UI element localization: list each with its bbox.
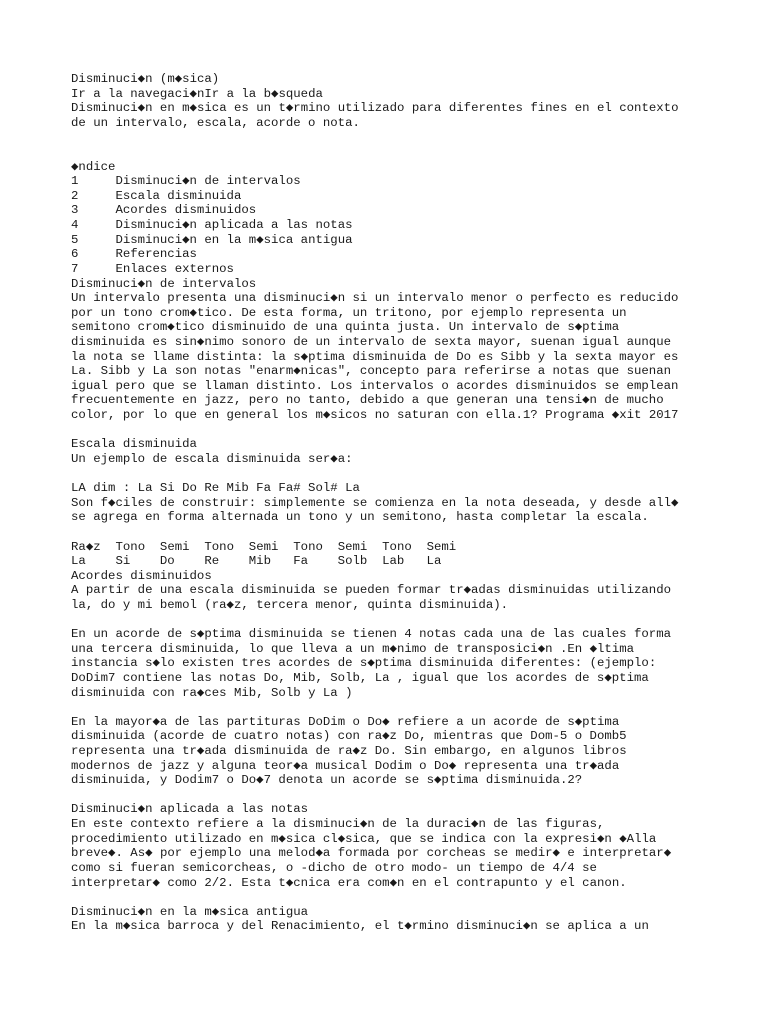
blank-line bbox=[71, 788, 731, 803]
document-page bbox=[71, 72, 731, 934]
text-line: semitono crom◆tico disminuido de una quinta justa. Un intervalo de s◆ptima bbox=[71, 320, 620, 335]
text-line: representa una tr◆ada disminuida de ra◆z Do. Sin embargo, en algunos libros bbox=[71, 744, 627, 759]
text-line: Disminuci◆n aplicada a las notas bbox=[71, 802, 309, 817]
text-line: En un acorde de s◆ptima disminuida se tienen 4 notas cada una de las cuales forma bbox=[71, 627, 672, 642]
text-line: disminuida es sin◆nimo sonoro de un intervalo de sexta mayor, suenan igual aunque bbox=[71, 334, 672, 349]
text-line: La Si Do Re Mib Fa Solb Lab La bbox=[71, 554, 442, 569]
text-line: ◆ndice bbox=[71, 159, 116, 174]
text-line: Disminuci◆n en m◆sica es un t◆rmino utilizado para diferentes fines en el contexto bbox=[71, 101, 679, 116]
text-line: como si fueran semicorcheas, o -dicho de otro modo- un tiempo de 4/4 se bbox=[71, 860, 597, 875]
blank-line bbox=[71, 466, 731, 481]
blank-line bbox=[71, 890, 731, 905]
text-line: Ir a la navegaci◆nIr a la b◆squeda bbox=[71, 86, 323, 101]
text-line: En la m◆sica barroca y del Renacimiento, el t◆rmino disminuci◆n se aplica a un bbox=[71, 919, 649, 934]
text-line: LA dim : La Si Do Re Mib Fa Fa# Sol# La bbox=[71, 481, 360, 496]
text-line: 4 Disminuci◆n aplicada a las notas bbox=[71, 218, 353, 233]
text-line: La. Sibb y La son notas "enarm◆nicas", concepto para referirse a notas que suenan bbox=[71, 364, 672, 379]
text-line: 7 Enlaces externos bbox=[71, 261, 234, 276]
text-line: Disminuci◆n (m◆sica) bbox=[71, 72, 220, 86]
blank-line bbox=[71, 145, 731, 160]
text-line: instancia s◆lo existen tres acordes de s◆ptima disminuida diferentes: (ejemplo: bbox=[71, 656, 657, 671]
text-line: En este contexto refiere a la disminuci◆n de la duraci◆n de las figuras, bbox=[71, 817, 605, 832]
text-line: disminuida, y Dodim7 o Do◆7 denota un acorde se s◆ptima disminuida.2? bbox=[71, 773, 583, 788]
text-line: interpretar◆ como 2/2. Esta t◆cnica era com◆n en el contrapunto y el canon. bbox=[71, 875, 627, 890]
text-line: 2 Escala disminuida bbox=[71, 188, 242, 203]
text-line: 5 Disminuci◆n en la m◆sica antigua bbox=[71, 232, 353, 247]
text-line: se agrega en forma alternada un tono y un semitono, hasta completar la escala. bbox=[71, 510, 649, 525]
text-line: la nota se llame distinta: la s◆ptima disminuida de Do es Sibb y la sexta mayor es bbox=[71, 349, 679, 364]
text-line: de un intervalo, escala, acorde o nota. bbox=[71, 115, 360, 130]
text-line: breve◆. As◆ por ejemplo una melod◆a formada por corcheas se medir◆ e interpretar◆ bbox=[71, 846, 672, 861]
text-line: 1 Disminuci◆n de intervalos bbox=[71, 174, 301, 189]
text-line: Escala disminuida bbox=[71, 437, 197, 452]
blank-line bbox=[71, 613, 731, 628]
text-line: procedimiento utilizado en m◆sica cl◆sica, que se indica con la expresi◆n ◆Alla bbox=[71, 831, 657, 846]
blank-line bbox=[71, 130, 731, 145]
text-line: Disminuci◆n en la m◆sica antigua bbox=[71, 904, 309, 919]
text-line: disminuida (acorde de cuatro notas) con ra◆z Do, mientras que Dom-5 o Domb5 bbox=[71, 729, 627, 744]
text-line: A partir de una escala disminuida se pueden formar tr◆adas disminuidas utilizando bbox=[71, 583, 672, 598]
text-line: la, do y mi bemol (ra◆z, tercera menor, quinta disminuida). bbox=[71, 597, 509, 612]
text-line: modernos de jazz y alguna teor◆a musical Dodim o Do◆ representa una tr◆ada bbox=[71, 758, 620, 773]
text-line: Un intervalo presenta una disminuci◆n si un intervalo menor o perfecto es reducido bbox=[71, 291, 679, 306]
text-line: por un tono crom◆tico. De esta forma, un tritono, por ejemplo representa un bbox=[71, 305, 627, 320]
text-line: En la mayor◆a de las partituras DoDim o Do◆ refiere a un acorde de s◆ptima bbox=[71, 714, 620, 729]
text-line: Un ejemplo de escala disminuida ser◆a: bbox=[71, 451, 353, 466]
text-line: Disminuci◆n de intervalos bbox=[71, 276, 257, 291]
text-line: 6 Referencias bbox=[71, 247, 197, 262]
text-line: color, por lo que en general los m◆sicos no saturan con ella.1? Programa ◆xit 2017 bbox=[71, 408, 679, 423]
text-line: igual pero que se llaman distinto. Los intervalos o acordes disminuidos se emplean bbox=[71, 378, 679, 393]
text-line: una tercera disminuida, lo que lleva a un m◆nimo de transposici◆n .En ◆ltima bbox=[71, 641, 635, 656]
blank-line bbox=[71, 525, 731, 540]
blank-line bbox=[71, 700, 731, 715]
text-line: 3 Acordes disminuidos bbox=[71, 203, 257, 218]
text-line: Acordes disminuidos bbox=[71, 568, 212, 583]
text-line: Ra◆z Tono Semi Tono Semi Tono Semi Tono Semi bbox=[71, 539, 457, 554]
text-line: Son f◆ciles de construir: simplemente se comienza en la nota deseada, y desde all◆ bbox=[71, 495, 679, 510]
text-line: disminuida con ra◆ces Mib, Solb y La ) bbox=[71, 685, 353, 700]
text-line: frecuentemente en jazz, pero no tanto, debido a que generan una tensi◆n de mucho bbox=[71, 393, 664, 408]
text-line: DoDim7 contiene las notas Do, Mib, Solb, La , igual que los acordes de s◆ptima bbox=[71, 670, 649, 685]
blank-line bbox=[71, 423, 731, 438]
